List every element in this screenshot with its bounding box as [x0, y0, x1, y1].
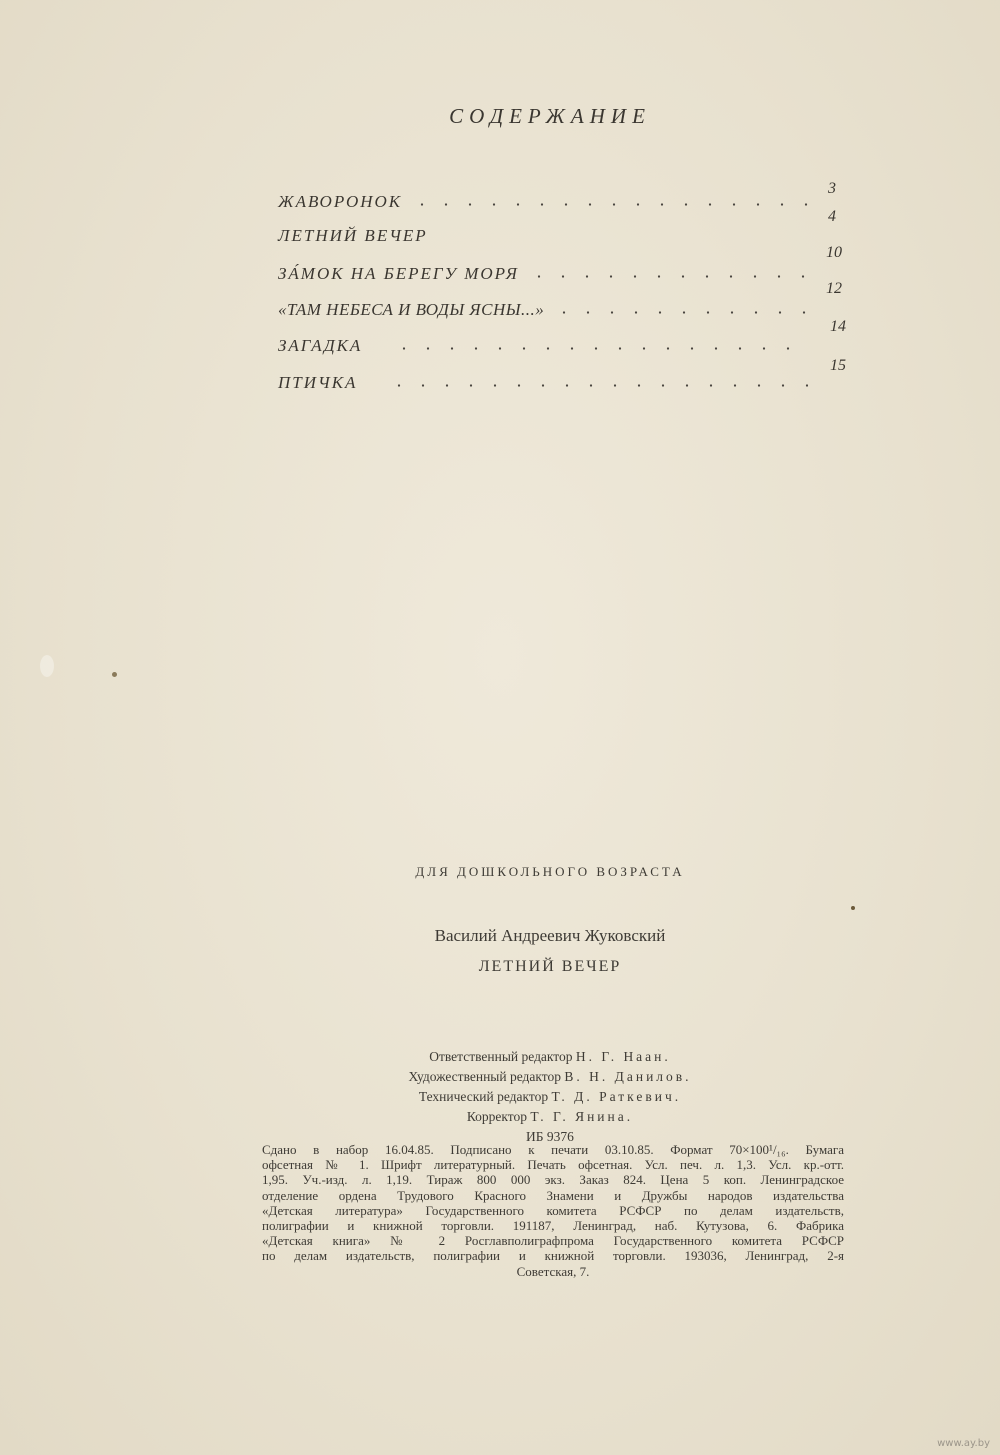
toc-entry-page: 12	[826, 280, 842, 297]
ib-number: ИБ 9376	[526, 1129, 574, 1144]
credit-line	[0, 1087, 1000, 1107]
paper-spot	[40, 655, 54, 677]
toc-leader-dots	[387, 384, 808, 387]
credit-role: Корректор	[466, 1109, 528, 1124]
toc-entry-page: 10	[826, 244, 842, 261]
toc-entry-title: ЗАГАДКА	[278, 336, 363, 355]
details-line: по делам издательств, полиграфии и книжной торговли. 193036, Ленинград, 2-я	[262, 1248, 844, 1264]
details-line: «Детская книга» № 2 Росглавполиграфпрома Государственного комитета РСФСР	[262, 1233, 844, 1249]
toc-entry-page: 3	[828, 180, 836, 197]
toc-entry	[278, 318, 848, 356]
toc-entry	[278, 182, 848, 212]
publication-details	[262, 1142, 844, 1279]
credit-line	[0, 1067, 1000, 1087]
toc-entry-page: 14	[830, 318, 846, 335]
details-line: Сдано в набор 16.04.85. Подписано к печати 03.10.85. Формат 70×100¹/₁₆. Бумага	[262, 1142, 844, 1157]
credit-name: В. Н. Данилов.	[564, 1069, 692, 1084]
toc-entry	[278, 280, 848, 320]
toc-entry-title: «ТАМ НЕБЕСА И ВОДЫ ЯСНЫ...»	[278, 300, 545, 319]
toc-entry-title: ПТИЧКА	[278, 373, 358, 392]
toc-entry	[278, 357, 848, 393]
details-line: Советская, 7.	[516, 1263, 590, 1279]
credit-role: Художественный редактор	[408, 1069, 562, 1084]
paper-spot	[851, 906, 855, 910]
details-line: полиграфии и книжной торговли. 191187, Ленинград, наб. Кутузова, 6. Фабрика	[262, 1218, 844, 1234]
audience-label: ДЛЯ ДОШКОЛЬНОГО ВОЗРАСТА	[415, 864, 685, 879]
toc-leader-dots	[552, 311, 808, 314]
credit-name: Н. Г. Наан.	[575, 1049, 671, 1064]
credit-line	[0, 1107, 1000, 1127]
author-name: Василий Андреевич Жуковский	[434, 926, 666, 945]
details-line: 1,95. Уч.-изд. л. 1,19. Тираж 800 000 экз. Заказ 824. Цена 5 коп. Ленинградское	[262, 1172, 844, 1188]
toc-entry-title: ЗА́МОК НА БЕРЕГУ МОРЯ	[278, 264, 519, 283]
toc-entry-title: ЛЕТНИЙ ВЕЧЕР	[278, 226, 428, 245]
toc-entry	[278, 208, 848, 246]
book-title: ЛЕТНИЙ ВЕЧЕР	[478, 958, 622, 975]
details-line: офсетная № 1. Шрифт литературный. Печать офсетная. Усл. печ. л. 1,3. Усл. кр.-отт.	[262, 1157, 844, 1173]
toc-leader-dots	[392, 347, 808, 350]
editorial-credits	[0, 1047, 1000, 1147]
details-line: отделение ордена Трудового Красного Знамени и Дружбы народов издательства	[262, 1187, 844, 1203]
toc-entry-page: 15	[830, 357, 846, 374]
toc-entry	[278, 244, 848, 284]
credit-role: Ответственный редактор	[429, 1049, 573, 1064]
toc-leader-dots	[527, 275, 808, 278]
credit-line	[0, 1047, 1000, 1067]
credit-name: Т. Д. Раткевич.	[551, 1089, 682, 1104]
toc-entry-title: ЖАВОРОНОК	[278, 192, 403, 211]
credit-name: Т. Г. Янина.	[530, 1109, 634, 1124]
contents-heading: СОДЕРЖАНИЕ	[449, 104, 651, 128]
paper-spot	[112, 672, 117, 677]
site-watermark: www.ay.by	[937, 1438, 990, 1449]
toc-leader-dots	[410, 203, 808, 206]
details-line: «Детская литература» Государственного комитета РСФСР по делам издательств,	[262, 1202, 844, 1218]
toc-entry-page: 4	[828, 208, 836, 225]
credit-role: Технический редактор	[418, 1089, 549, 1104]
